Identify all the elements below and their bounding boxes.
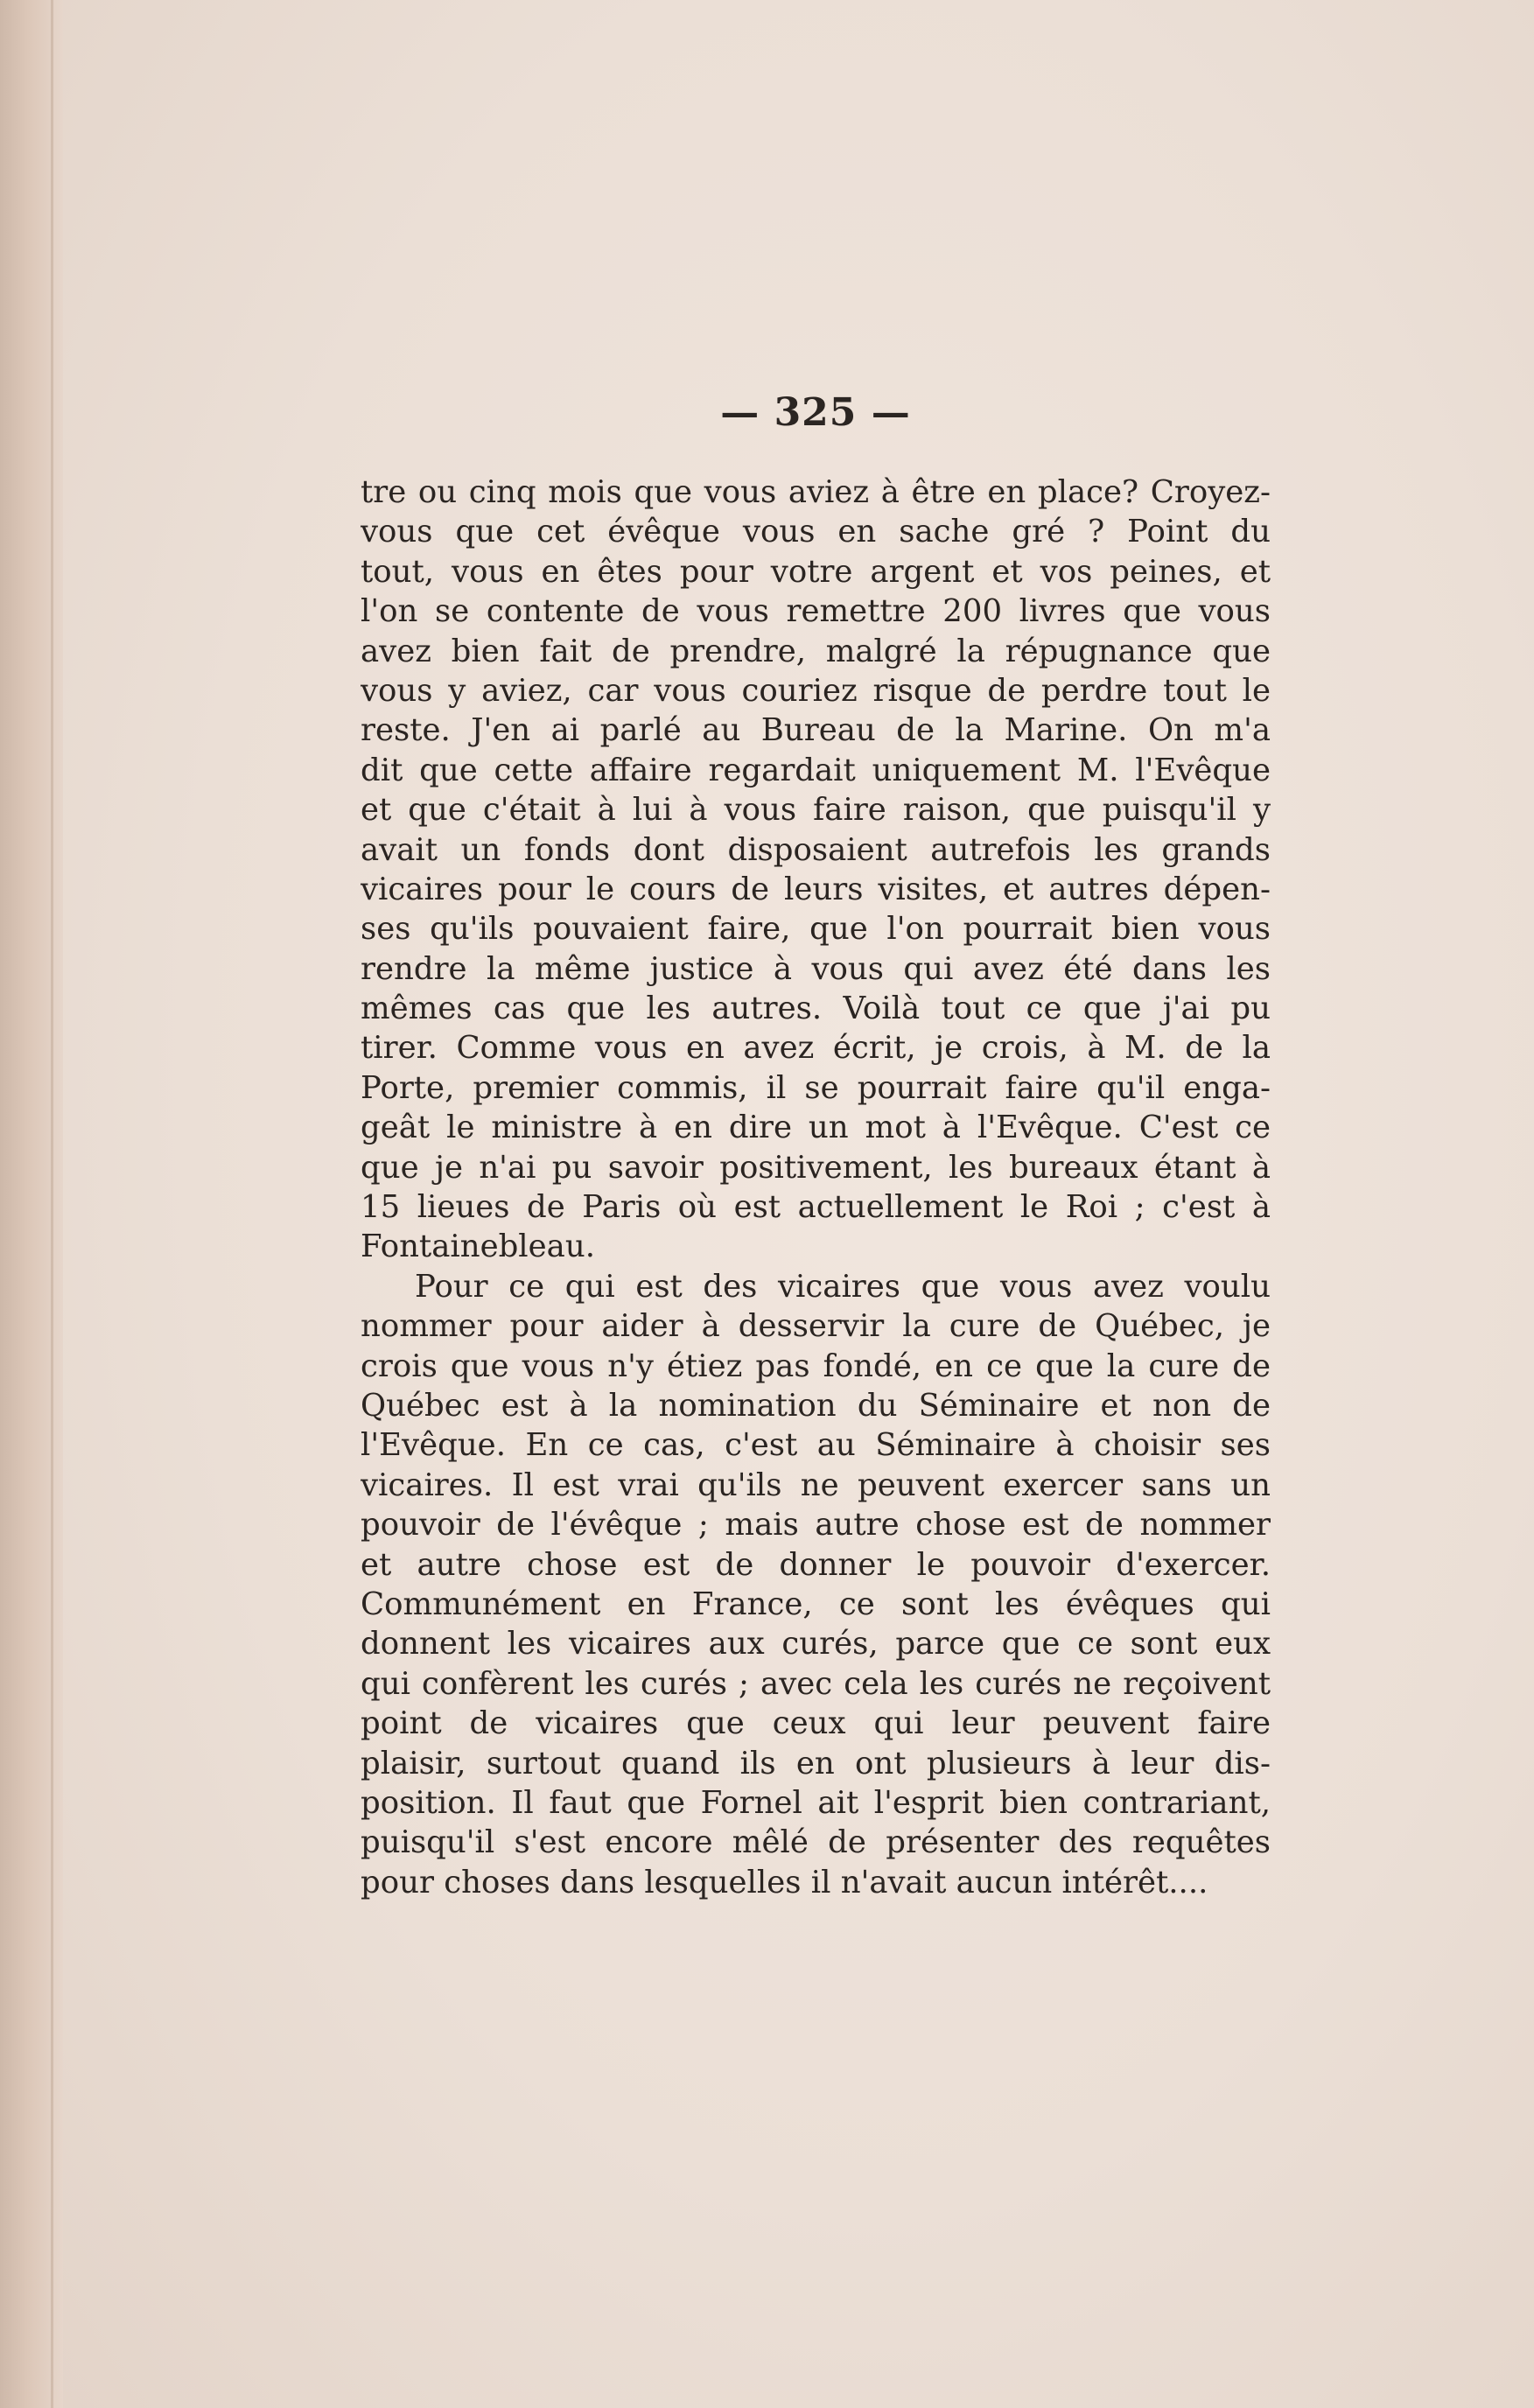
text-line: vicaires pour le cours de leurs visites, et autres dépen-: [361, 871, 1271, 907]
text-line: l'Evêque. En ce cas, c'est au Séminaire à choisir ses: [361, 1427, 1271, 1464]
text-line: ses qu'ils pouvaient faire, que l'on pourrait bien vous: [361, 911, 1271, 948]
book-page: [63, 0, 1534, 2408]
text-line: que je n'ai pu savoir positivement, les bureaux étant à: [361, 1149, 1271, 1186]
text-line: avait un fonds dont disposaient autrefois les grands: [361, 831, 1271, 868]
text-line: puisqu'il s'est encore mêlé de présenter des requêtes: [361, 1824, 1271, 1861]
text-line: et autre chose est de donner le pouvoir d'exercer.: [361, 1546, 1271, 1583]
paragraph-start-line: Pour ce qui est des vicaires que vous avez voulu: [415, 1268, 1271, 1305]
book-gutter: [0, 0, 63, 2408]
text-line: 15 lieues de Paris où est actuellement le Roi ; c'est à: [361, 1189, 1271, 1226]
text-line: reste. J'en ai parlé au Bureau de la Marine. On m'a: [361, 712, 1271, 749]
text-line: vous y aviez, car vous couriez risque de perdre tout le: [361, 672, 1271, 709]
text-line: nommer pour aider à desservir la cure de Québec, je: [361, 1308, 1271, 1345]
text-line: Porte, premier commis, il se pourrait faire qu'il enga-: [361, 1069, 1271, 1106]
text-line: point de vicaires que ceux qui leur peuvent faire: [361, 1705, 1271, 1742]
text-line: tout, vous en êtes pour votre argent et vos peines, et: [361, 553, 1271, 590]
text-line: et que c'était à lui à vous faire raison, que puisqu'il y: [361, 792, 1271, 829]
text-line: crois que vous n'y étiez pas fondé, en ce que la cure de: [361, 1348, 1271, 1384]
paragraph-end-line: pour choses dans lesquelles il n'avait aucun intérêt....: [361, 1864, 1208, 1900]
text-line: tirer. Comme vous en avez écrit, je crois, à M. de la: [361, 1030, 1271, 1067]
text-line: l'on se contente de vous remettre 200 livres que vous: [361, 593, 1271, 630]
page-number: — 325 —: [720, 390, 911, 435]
paragraph-end-line: Fontainebleau.: [361, 1228, 595, 1265]
text-line: geât le ministre à en dire un mot à l'Evêque. C'est ce: [361, 1110, 1271, 1146]
text-line: dit que cette affaire regardait uniquement M. l'Evêque: [361, 752, 1271, 788]
text-line: Communément en France, ce sont les évêques qui: [361, 1586, 1271, 1622]
text-line: Québec est à la nomination du Séminaire et non de: [361, 1387, 1271, 1424]
text-line: vous que cet évêque vous en sache gré ? Point du: [361, 514, 1271, 550]
gutter-edge: [51, 0, 53, 2408]
text-line: rendre la même justice à vous qui avez été dans les: [361, 950, 1271, 987]
text-line: avez bien fait de prendre, malgré la répugnance que: [361, 633, 1271, 669]
text-line: qui confèrent les curés ; avec cela les curés ne reçoivent: [361, 1665, 1271, 1702]
text-line: tre ou cinq mois que vous aviez à être en place? Croyez-: [361, 474, 1271, 510]
text-line: mêmes cas que les autres. Voilà tout ce que j'ai pu: [361, 990, 1271, 1027]
text-line: donnent les vicaires aux curés, parce que ce sont eux: [361, 1626, 1271, 1662]
body-text: [361, 472, 1271, 1902]
text-line: vicaires. Il est vrai qu'ils ne peuvent exercer sans un: [361, 1466, 1271, 1503]
text-line: pouvoir de l'évêque ; mais autre chose est de nommer: [361, 1507, 1271, 1544]
text-line: position. Il faut que Fornel ait l'esprit bien contrariant,: [361, 1784, 1271, 1821]
text-line: plaisir, surtout quand ils en ont plusieurs à leur dis-: [361, 1745, 1271, 1782]
